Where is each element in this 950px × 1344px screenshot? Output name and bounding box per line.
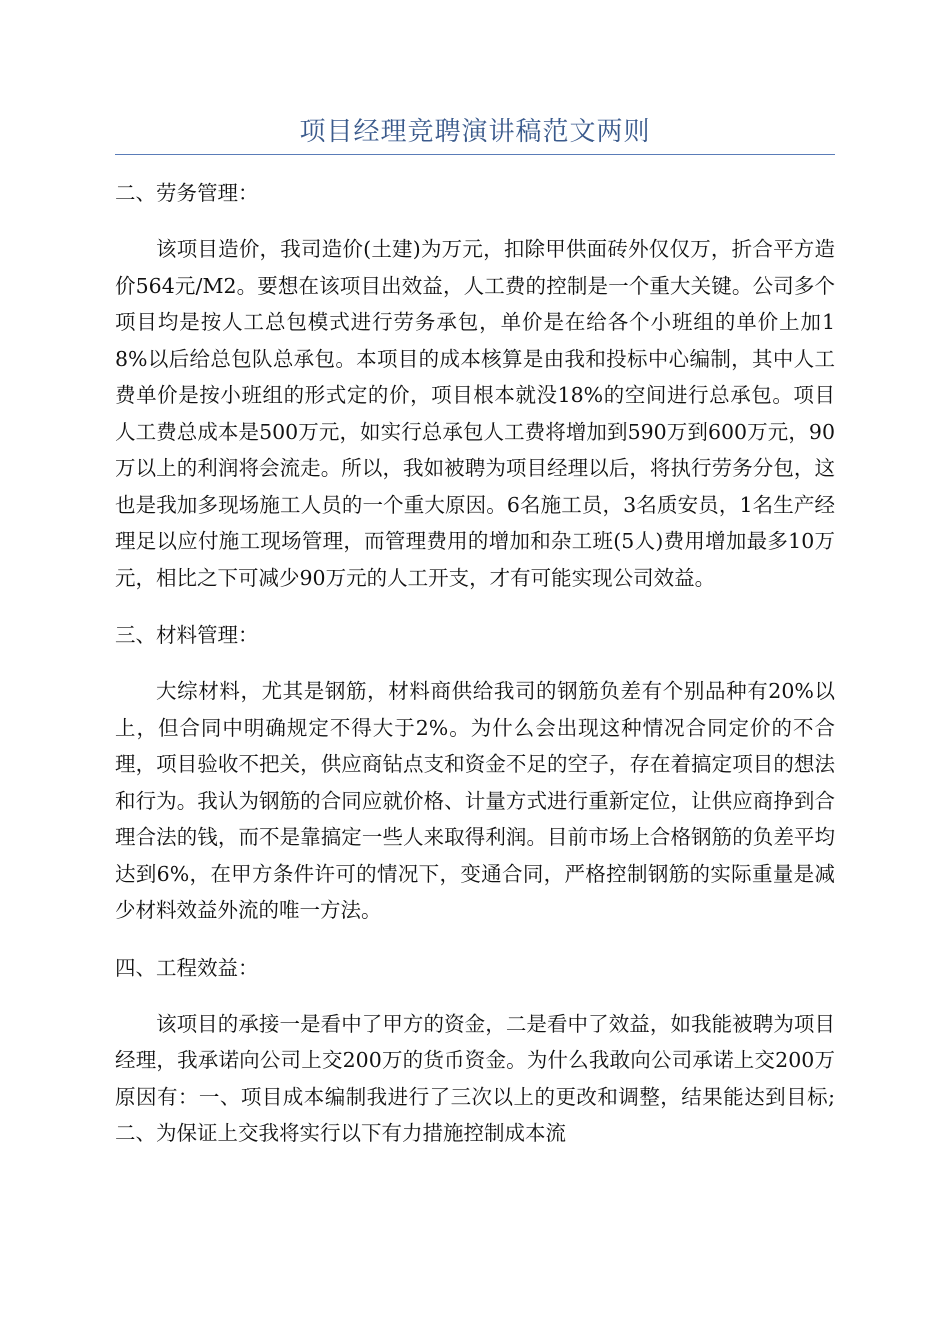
section-project-benefit <box>115 946 835 1152</box>
document-body <box>115 171 835 1169</box>
title-underline <box>115 154 835 155</box>
section-paragraph: 大综材料，尤其是钢筋，材料商供给我司的钢筋负差有个别品种有20%以上，但合同中明确规定不得大于2%。为什么会出现这种情况合同定价的不合理，项目验收不把关，供应商钻点支和资金不足的空子，存在着搞定项目的想法和行为。我认为钢筋的合同应就价格、计量方式进行重新定位，让供应商挣到合理合法的钱，而不是靠搞定一些人来取得利润。目前市场上合格钢筋的负差平均达到6%，在甲方条件许可的情况下，变通合同，严格控制钢筋的实际重量是减少材料效益外流的唯一方法。 <box>115 679 835 922</box>
section-labor-management <box>115 171 835 596</box>
document-title: 项目经理竞聘演讲稿范文两则 <box>299 117 651 147</box>
section-heading: 三、材料管理： <box>115 623 259 647</box>
section-paragraph: 该项目造价，我司造价(土建)为万元，扣除甲供面砖外仅仅万，折合平方造价564元/M2。要想在该项目出效益，人工费的控制是一个重大关键。公司多个项目均是按人工总包模式进行劳务承包，单价是在给各个小班组的单价上加18%以后给总包队总承包。本项目的成本核算是由我和投标中心编制，其中人工费单价是按小班组的形式定的价，项目根本就没18%的空间进行总承包。项目人工费总成本是500万元，如实行总承包人工费将增加到590万到600万元，90万以上的利润将会流走。所以，我如被聘为项目经理以后，将执行劳务分包，这也是我加多现场施工人员的一个重大原因。6名施工员，3名质安员，1名生产经理足以应付施工现场管理，而管理费用的增加和杂工班(5人)费用增加最多10万元，相比之下可减少90万元的人工开支，才有可能实现公司效益。 <box>115 237 835 590</box>
section-material-management <box>115 613 835 929</box>
section-paragraph: 该项目的承接一是看中了甲方的资金，二是看中了效益，如我能被聘为项目经理，我承诺向公司上交200万的货币资金。为什么我敢向公司承诺上交200万原因有：一、项目成本编制我进行了三次以上的更改和调整，结果能达到目标;二、为保证上交我将实行以下有力措施控制成本流 <box>115 1011 835 1145</box>
section-heading: 二、劳务管理： <box>115 181 259 205</box>
section-heading: 四、工程效益： <box>115 955 259 980</box>
